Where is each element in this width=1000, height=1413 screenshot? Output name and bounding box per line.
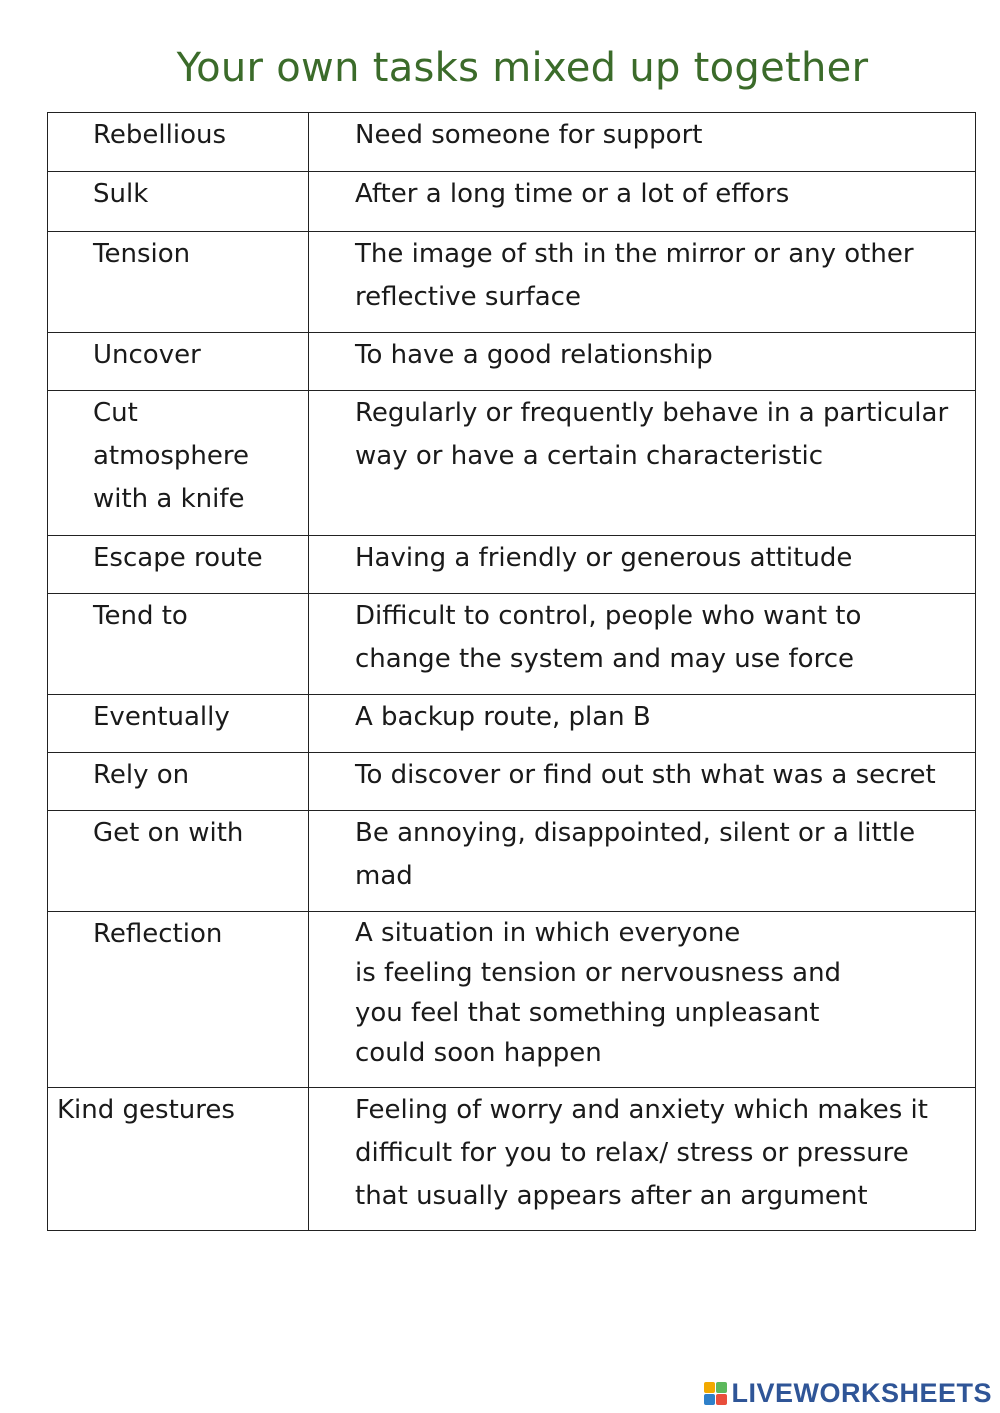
definition-cell	[309, 391, 976, 536]
term-cell	[48, 536, 309, 594]
term-text: Sulk	[93, 179, 149, 209]
term-cell	[48, 391, 309, 536]
logo-square-icon	[704, 1394, 715, 1405]
term-text: Get on with	[93, 818, 244, 848]
table-row	[48, 391, 976, 536]
vocabulary-table	[47, 112, 976, 1231]
definition-cell	[309, 753, 976, 811]
definition-text: reflective surface	[355, 282, 581, 312]
definition-text: is feeling tension or nervousness and	[355, 958, 842, 988]
term-text: atmosphere	[93, 441, 249, 471]
definition-cell	[309, 113, 976, 172]
definition-text: A backup route, plan B	[355, 702, 651, 732]
term-cell	[48, 912, 309, 1088]
table-row	[48, 333, 976, 391]
definition-cell	[309, 536, 976, 594]
definition-text: that usually appears after an argument	[355, 1181, 868, 1211]
worksheet-title: Your own tasks mixed up together	[176, 45, 869, 91]
table-row	[48, 172, 976, 232]
definition-text: difficult for you to relax/ stress or pressure	[355, 1138, 909, 1168]
definition-text: The image of sth in the mirror or any other	[355, 239, 914, 269]
definition-text: To have a good relationship	[355, 340, 713, 370]
term-cell	[48, 333, 309, 391]
table-row	[48, 594, 976, 695]
definition-text: To discover or find out sth what was a secret	[355, 760, 936, 790]
logo-square-icon	[716, 1394, 727, 1405]
brand-text: LIVEWORKSHEETS	[731, 1378, 992, 1408]
table-row	[48, 811, 976, 912]
definition-cell	[309, 594, 976, 695]
term-cell	[48, 811, 309, 912]
term-text: Cut	[93, 398, 138, 428]
term-cell	[48, 113, 309, 172]
table-row	[48, 753, 976, 811]
term-text: Escape route	[93, 543, 263, 573]
definition-cell	[309, 172, 976, 232]
definition-text: could soon happen	[355, 1038, 602, 1068]
term-text: Uncover	[93, 340, 201, 370]
table-row	[48, 1088, 976, 1231]
definition-text: Need someone for support	[355, 120, 703, 150]
definition-text: After a long time or a lot of effors	[355, 179, 790, 209]
table-row	[48, 912, 976, 1088]
term-text: Tend to	[93, 601, 188, 631]
definition-text: Be annoying, disappointed, silent or a little	[355, 818, 916, 848]
definition-text: you feel that something unpleasant	[355, 998, 820, 1028]
table-row	[48, 113, 976, 172]
term-cell	[48, 594, 309, 695]
definition-cell	[309, 1088, 976, 1231]
term-text: Kind gestures	[57, 1095, 235, 1125]
term-text: Reflection	[93, 919, 223, 949]
definition-cell	[309, 912, 976, 1088]
definition-cell	[309, 333, 976, 391]
table-row	[48, 232, 976, 333]
term-text: Rebellious	[93, 120, 226, 150]
definition-text: Difficult to control, people who want to	[355, 601, 862, 631]
logo-square-icon	[704, 1382, 715, 1393]
logo-square-icon	[716, 1382, 727, 1393]
term-cell	[48, 1088, 309, 1231]
definition-text: way or have a certain characteristic	[355, 441, 824, 471]
table-row	[48, 695, 976, 753]
definition-text: change the system and may use force	[355, 644, 854, 674]
term-cell	[48, 695, 309, 753]
definition-cell	[309, 811, 976, 912]
term-text: Tension	[93, 239, 191, 269]
term-cell	[48, 172, 309, 232]
term-text: with a knife	[93, 484, 245, 514]
table-row	[48, 536, 976, 594]
term-text: Eventually	[93, 702, 230, 732]
definition-cell	[309, 232, 976, 333]
definition-text: Having a friendly or generous attitude	[355, 543, 853, 573]
definition-text: Feeling of worry and anxiety which makes it	[355, 1095, 928, 1125]
liveworksheets-logo-icon	[704, 1382, 727, 1405]
definition-text: A situation in which everyone	[355, 918, 741, 948]
definition-text: Regularly or frequently behave in a particular	[355, 398, 949, 428]
definition-cell	[309, 695, 976, 753]
term-text: Rely on	[93, 760, 190, 790]
term-cell	[48, 753, 309, 811]
term-cell	[48, 232, 309, 333]
definition-text: mad	[355, 861, 413, 891]
liveworksheets-brand	[704, 1378, 992, 1409]
